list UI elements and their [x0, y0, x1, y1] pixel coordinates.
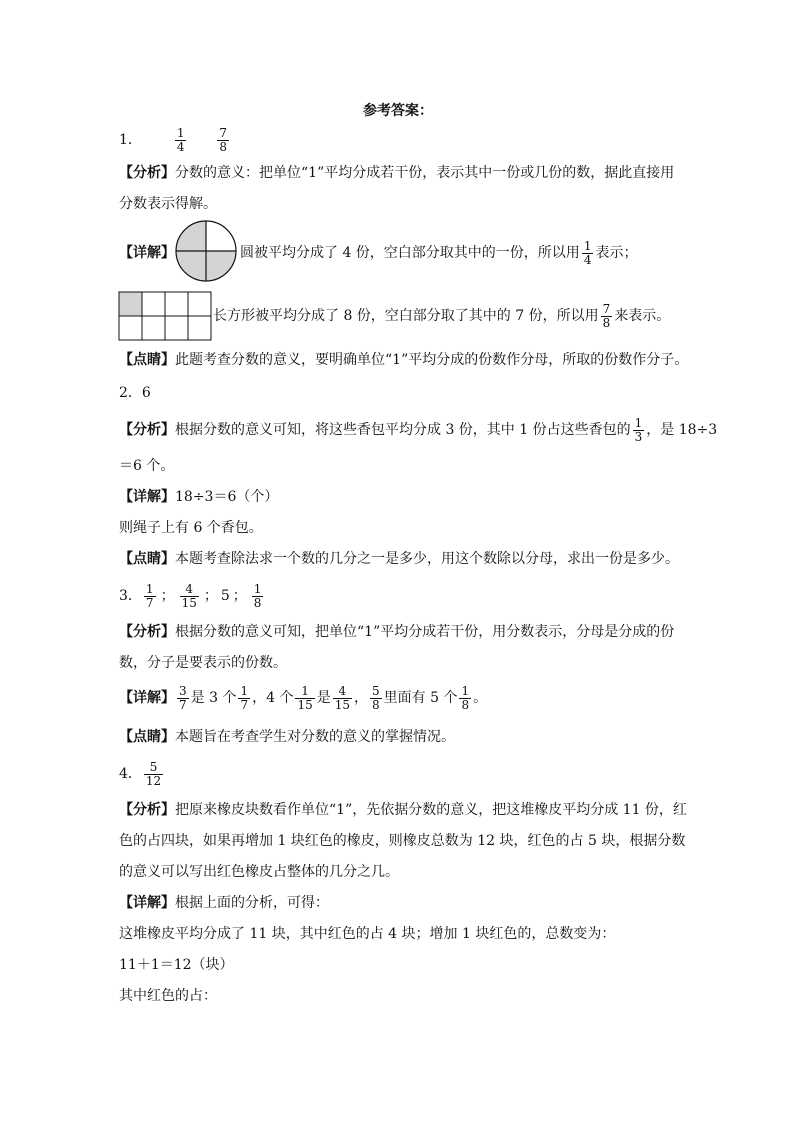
q3-answer-line: 3． $\frac{1}{7}$ ； $\frac{4}{15}$ ； 5 ； $\frac{1}{8}$	[119, 581, 262, 610]
q4-analysis-line-3: 的意义可以写出红色橡皮占整体的几分之几。	[119, 864, 399, 880]
q4-detail-line-1: 【详解】根据上面的分析，可得：	[119, 895, 329, 911]
q3-answer-fraction-1: $\frac{1}{7}$	[145, 581, 154, 610]
q1-answer-fraction-1: $\frac{1}{4}$	[176, 125, 185, 154]
q2-analysis-line-2: ＝6 个。	[119, 458, 175, 474]
q2-detail-line: 【详解】18÷3＝6（个）	[119, 489, 279, 505]
q4-answer-fraction: $\frac{5}{12}$	[145, 759, 162, 788]
q4-detail-line-4: 其中红色的占：	[119, 988, 217, 1004]
q1-answer-fraction-2: $\frac{7}{8}$	[219, 125, 228, 154]
rectangle-grid-figure	[118, 291, 212, 341]
q3-detail-fraction-5: $\frac{5}{8}$	[372, 683, 380, 712]
page-title: 参考答案：	[363, 103, 433, 119]
q4-analysis-line-2: 色的占四块，如果再增加 1 块红色的橡皮，则橡皮总数为 12 块，红色的占 5 块，根据分数	[119, 833, 686, 849]
q1-answer-line	[119, 124, 231, 156]
q1-detail-fraction-2: $\frac{7}{8}$	[602, 301, 611, 330]
q1-point-line: 【点睛】此题考查分数的意义，要明确单位“1”平均分成的份数作分母，所取的份数作分子。	[119, 352, 689, 368]
quartered-circle-figure	[174, 219, 238, 283]
q3-detail-fraction-4: $\frac{4}{15}$	[334, 683, 351, 712]
q3-answer-fraction-2: $\frac{4}{15}$	[181, 581, 197, 610]
q1-detail-circle-text: 圆被平均分成了 4 份，空白部分取其中的一份，所以用 $\frac{1}{4}$ 表示；	[240, 238, 638, 267]
q1-analysis-line-1: 【分析】分数的意义：把单位“1”平均分成若干份，表示其中一份或几份的数，据此直接用	[119, 165, 675, 181]
q1-analysis-line-2: 分数表示得解。	[119, 196, 217, 212]
q2-point-line: 【点睛】本题考查除法求一个数的几分之一是多少，用这个数除以分母，求出一份是多少。	[119, 551, 679, 567]
q4-detail-line-2: 这堆橡皮平均分成了 11 块，其中红色的占 4 块；增加 1 块红色的，总数变为：	[119, 926, 616, 942]
q2-analysis-fraction: $\frac{1}{3}$	[634, 415, 643, 444]
q3-detail-fraction-2: $\frac{1}{7}$	[240, 683, 249, 712]
q1-number: 1．	[119, 132, 142, 148]
q3-detail-line: 【详解】 $\frac{3}{7}$ 是 3 个 $\frac{1}{7}$ ，4 个 $\frac{1}{15}$ 是 $\frac{4}{15}$ ， $\frac{5}{8}$ 里面有 5 个 $\frac{1}{8}$ 。	[119, 683, 488, 712]
q1-detail-label: 【详解】	[119, 245, 175, 261]
q3-analysis-line-2: 数，分子是要表示的份数。	[119, 655, 287, 671]
q3-detail-fraction-6: $\frac{1}{8}$	[461, 683, 470, 712]
q4-analysis-line-1: 【分析】把原来橡皮块数看作单位“1”，先依据分数的意义，把这堆橡皮平均分成 11 份，红	[119, 802, 687, 818]
q3-analysis-line-1: 【分析】根据分数的意义可知，把单位“1”平均分成若干份，用分数表示，分母是分成的份	[119, 624, 675, 640]
q3-detail-fraction-1: $\frac{3}{7}$	[179, 683, 187, 712]
q3-answer-fraction-3: $\frac{1}{8}$	[253, 581, 262, 610]
q2-conclusion-line: 则绳子上有 6 个香包。	[119, 520, 263, 536]
q2-answer-line: 2．6	[119, 385, 151, 401]
q3-detail-fraction-3: $\frac{1}{15}$	[297, 683, 313, 712]
q3-point-line: 【点睛】本题旨在考查学生对分数的意义的掌握情况。	[119, 729, 455, 745]
q4-answer-line: 4． $\frac{5}{12}$	[119, 759, 162, 788]
q2-analysis-line-1: 【分析】根据分数的意义可知，将这些香包平均分成 3 份，其中 1 份占这些香包的 $\frac{1}{3}$ ，是 18÷3	[119, 415, 718, 444]
q4-detail-line-3: 11＋1＝12（块）	[119, 957, 234, 973]
q1-detail-rectangle-text: 长方形被平均分成了 8 份，空白部分取了其中的 7 份，所以用 $\frac{7}{8}$ 来表示。	[213, 301, 671, 330]
q3-answer-whole: 5	[220, 588, 230, 604]
q1-detail-fraction-1: $\frac{1}{4}$	[583, 238, 592, 267]
